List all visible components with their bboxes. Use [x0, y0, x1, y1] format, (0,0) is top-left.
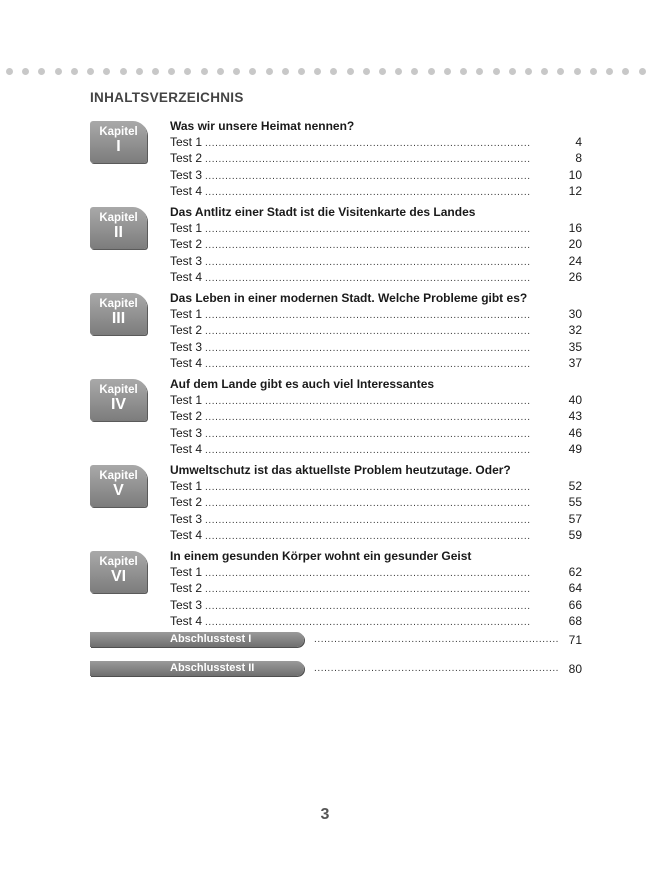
entry-page: 4: [575, 135, 582, 149]
entry-page: 30: [568, 307, 582, 321]
final-test-page: 71: [568, 632, 582, 647]
toc-entry[interactable]: [170, 426, 582, 442]
dot: [347, 68, 354, 75]
final-test-badge: [90, 661, 304, 676]
chapter-word: Kapitel: [99, 212, 138, 224]
dot: [6, 68, 13, 75]
dot: [201, 68, 208, 75]
dot: [282, 68, 289, 75]
dot: [136, 68, 143, 75]
dot-leader: [205, 530, 559, 544]
dot: [87, 68, 94, 75]
entry-label: Test 3: [170, 167, 203, 182]
chapter-badge: [90, 207, 147, 249]
chapter-numeral: III: [111, 310, 126, 327]
dot-leader: [205, 256, 559, 270]
dot-leader: [205, 583, 559, 597]
entry-label: Test 2: [170, 495, 203, 510]
chapter-body: [170, 546, 582, 630]
entry-label: Test 1: [170, 565, 203, 579]
dot-leader: [205, 616, 559, 630]
chapter-section: [90, 116, 582, 202]
entry-label: Test 3: [170, 511, 203, 526]
dot: [379, 68, 386, 75]
dot-leader: [205, 239, 559, 253]
entry-label: Test 4: [170, 527, 203, 542]
dot: [525, 68, 532, 75]
dot: [184, 68, 191, 75]
chapter-body: [170, 288, 582, 372]
dot-leader: [205, 395, 559, 409]
dot-leader: [205, 358, 559, 372]
chapter-word: Kapitel: [99, 470, 138, 482]
dot-leader: [205, 153, 559, 167]
dot-leader: [205, 514, 559, 528]
entry-label: Test 3: [170, 425, 203, 440]
dot: [217, 68, 224, 75]
entry-label: Test 1: [170, 221, 203, 235]
chapter-title: In einem gesunden Körper wohnt ein gesunder Geist: [170, 549, 472, 563]
decorative-dot-row: [6, 66, 646, 76]
chapter-title: Das Antlitz einer Stadt ist die Visitenkarte des Landes: [170, 205, 476, 219]
entry-page: 40: [568, 393, 582, 407]
chapter-section: [90, 460, 582, 546]
chapter-badge: [90, 121, 147, 163]
dot: [541, 68, 548, 75]
entry-page: 10: [568, 167, 582, 182]
toc-entry[interactable]: [170, 512, 582, 528]
dot: [493, 68, 500, 75]
entry-page: 32: [568, 323, 582, 338]
chapter-section: [90, 288, 582, 374]
entry-label: Test 1: [170, 393, 203, 407]
chapter-section: [90, 202, 582, 288]
dot-leader: [205, 325, 559, 339]
dot: [314, 68, 321, 75]
entry-page: 57: [568, 511, 582, 526]
dot: [249, 68, 256, 75]
dot-leader: [205, 309, 559, 323]
page-title: INHALTSVERZEICHNIS: [90, 90, 244, 105]
toc-entry[interactable]: [170, 409, 582, 425]
chapter-body: [170, 460, 582, 544]
dot-leader: [205, 600, 559, 614]
toc-entry[interactable]: [170, 151, 582, 167]
toc-entry[interactable]: [170, 598, 582, 614]
entry-label: Test 2: [170, 237, 203, 252]
entry-page: 68: [568, 613, 582, 628]
entry-label: Test 3: [170, 339, 203, 354]
final-test-badge: [90, 632, 304, 647]
entry-page: 16: [568, 221, 582, 235]
final-test-label: Abschlusstest II: [170, 662, 255, 674]
entry-label: Test 1: [170, 307, 203, 321]
chapter-word: Kapitel: [99, 556, 138, 568]
dot: [590, 68, 597, 75]
entry-label: Test 3: [170, 253, 203, 268]
dot: [476, 68, 483, 75]
toc-entry[interactable]: [170, 307, 582, 323]
entry-page: 66: [568, 597, 582, 612]
entry-page: 26: [568, 269, 582, 284]
dot: [363, 68, 370, 75]
dot-leader: [205, 342, 559, 356]
toc-entry[interactable]: [170, 356, 582, 372]
dot: [103, 68, 110, 75]
chapter-numeral: V: [113, 482, 124, 499]
dot: [330, 68, 337, 75]
chapter-section: [90, 546, 582, 632]
dot: [557, 68, 564, 75]
final-test-page: 80: [568, 661, 582, 676]
chapter-badge: [90, 379, 147, 421]
dot: [460, 68, 467, 75]
dot-leader: [205, 567, 559, 581]
toc-entry[interactable]: [170, 323, 582, 339]
dot-leader: [205, 272, 559, 286]
entry-label: Test 1: [170, 135, 203, 149]
chapter-title: Das Leben in einer modernen Stadt. Welche Probleme gibt es?: [170, 291, 528, 305]
entry-label: Test 4: [170, 183, 203, 198]
entry-label: Test 4: [170, 269, 203, 284]
chapter-section: [90, 374, 582, 460]
entry-label: Test 4: [170, 355, 203, 370]
toc-entry[interactable]: [170, 495, 582, 511]
dot-leader: [205, 428, 559, 442]
entry-page: 35: [568, 339, 582, 354]
chapter-numeral: I: [116, 138, 121, 155]
dot-leader: [205, 411, 559, 425]
dot: [298, 68, 305, 75]
chapter-word: Kapitel: [99, 126, 138, 138]
chapter-badge: [90, 465, 147, 507]
entry-label: Test 4: [170, 613, 203, 628]
final-test-row-1[interactable]: [90, 631, 582, 648]
toc-entry[interactable]: [170, 135, 582, 151]
table-of-contents: [90, 116, 582, 632]
dot: [622, 68, 629, 75]
dot-leader: [314, 634, 559, 645]
toc-entry[interactable]: [170, 565, 582, 581]
toc-entry[interactable]: [170, 479, 582, 495]
entry-page: 46: [568, 425, 582, 440]
toc-entry[interactable]: [170, 184, 582, 200]
dot: [233, 68, 240, 75]
dot: [168, 68, 175, 75]
dot: [55, 68, 62, 75]
final-test-label: Abschlusstest I: [170, 633, 252, 645]
dot-leader: [205, 444, 559, 458]
dot: [411, 68, 418, 75]
entry-page: 49: [568, 441, 582, 456]
dot: [395, 68, 402, 75]
toc-entry[interactable]: [170, 270, 582, 286]
entry-page: 52: [568, 479, 582, 493]
dot: [22, 68, 29, 75]
toc-entry[interactable]: [170, 393, 582, 409]
toc-entry[interactable]: [170, 254, 582, 270]
entry-page: 55: [568, 495, 582, 510]
entry-page: 59: [568, 527, 582, 542]
toc-entry[interactable]: [170, 614, 582, 630]
dot: [509, 68, 516, 75]
toc-entry[interactable]: [170, 340, 582, 356]
entry-page: 43: [568, 409, 582, 424]
chapter-word: Kapitel: [99, 298, 138, 310]
entry-page: 20: [568, 237, 582, 252]
dot: [152, 68, 159, 75]
entry-label: Test 2: [170, 151, 203, 166]
chapter-title: Auf dem Lande gibt es auch viel Interessantes: [170, 377, 435, 391]
dot: [71, 68, 78, 75]
dot-leader: [205, 170, 559, 184]
entry-page: 8: [575, 151, 582, 166]
entry-page: 24: [568, 253, 582, 268]
dot-leader: [205, 186, 559, 200]
entry-label: Test 2: [170, 581, 203, 596]
toc-entry[interactable]: [170, 221, 582, 237]
entry-label: Test 1: [170, 479, 203, 493]
toc-entry[interactable]: [170, 581, 582, 597]
chapter-numeral: IV: [110, 396, 127, 413]
chapter-body: [170, 202, 582, 286]
chapter-badge: [90, 551, 147, 593]
toc-entry[interactable]: [170, 442, 582, 458]
dot-leader: [314, 663, 559, 674]
chapter-title: Umweltschutz ist das aktuellste Problem heutzutage. Oder?: [170, 463, 511, 477]
chapter-body: [170, 374, 582, 458]
entry-label: Test 4: [170, 441, 203, 456]
dot: [606, 68, 613, 75]
entry-label: Test 3: [170, 597, 203, 612]
dot: [444, 68, 451, 75]
entry-page: 12: [568, 183, 582, 198]
dot: [574, 68, 581, 75]
dot-leader: [205, 497, 559, 511]
entry-page: 37: [568, 355, 582, 370]
final-test-row-2[interactable]: [90, 660, 582, 677]
toc-entry[interactable]: [170, 528, 582, 544]
chapter-badge: [90, 293, 147, 335]
dot: [428, 68, 435, 75]
dot: [120, 68, 127, 75]
dot-leader: [205, 223, 559, 237]
entry-label: Test 2: [170, 409, 203, 424]
chapter-title: Was wir unsere Heimat nennen?: [170, 119, 355, 133]
entry-page: 64: [568, 581, 582, 596]
dot: [38, 68, 45, 75]
toc-entry[interactable]: [170, 168, 582, 184]
dot-leader: [205, 481, 559, 495]
chapter-body: [170, 116, 582, 200]
dot-leader: [205, 137, 559, 151]
chapter-numeral: VI: [110, 568, 127, 585]
chapter-numeral: II: [114, 224, 123, 241]
entry-page: 62: [568, 565, 582, 579]
dot: [266, 68, 273, 75]
entry-label: Test 2: [170, 323, 203, 338]
toc-entry[interactable]: [170, 237, 582, 253]
dot: [639, 68, 646, 75]
chapter-word: Kapitel: [99, 384, 138, 396]
page-number: 3: [320, 806, 330, 823]
